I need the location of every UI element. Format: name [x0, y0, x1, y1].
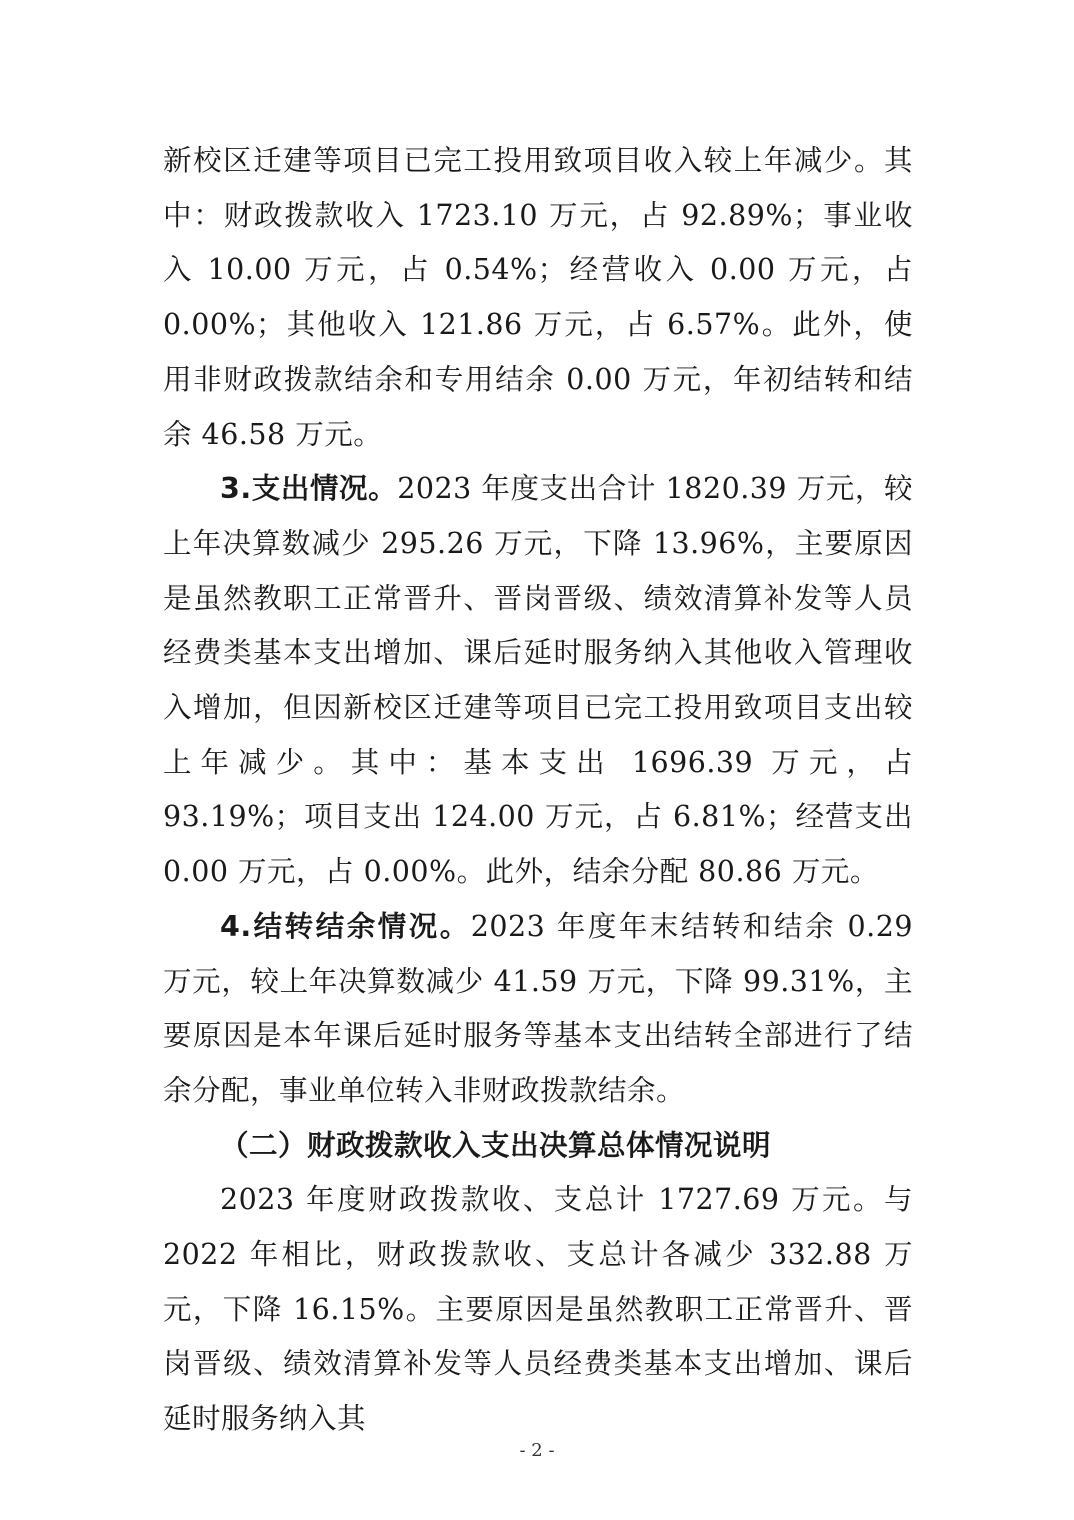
paragraph-expenditure: [163, 462, 913, 900]
document-body: [163, 134, 913, 1447]
expenditure-heading: 3.支出情况。: [220, 472, 398, 506]
paragraph-carryover: [163, 900, 913, 1119]
paragraph-income-breakdown: 新校区迁建等项目已完工投用致项目收入较上年减少。其中：财政拨款收入 1723.10 万元，占 92.89%；事业收入 10.00 万元，占 0.54%；经营收入 0.00 万元，占 0.00%；其他收入 121.86 万元，占 6.57%。此外，使用非财政拨款结余和专用结余 0.00 万元，年初结转和结余 46.58 万元。: [163, 144, 913, 451]
paragraph-fiscal-allocation: 2023 年度财政拨款收、支总计 1727.69 万元。与 2022 年相比，财政拨款收、支总计各减少 332.88 万元，下降 16.15%。主要原因是虽然教职工正常晋升、晋岗晋级、绩效清算补发等人员经费类基本支出增加、课后延时服务纳入其: [163, 1183, 913, 1436]
page-number: - 2 -: [519, 1440, 555, 1461]
section-heading-fiscal-allocation: （二）财政拨款收入支出决算总体情况说明: [220, 1128, 772, 1162]
expenditure-text: 2023 年度支出合计 1820.39 万元，较上年决算数减少 295.26 万元，下降 13.96%，主要原因是虽然教职工正常晋升、晋岗晋级、绩效清算补发等人员经费类基本支出增加、课后延时服务纳入其他收入管理收入增加，但因新校区迁建等项目已完工投用致项目支出较上年减少。其中：基本支出 1696.39 万元，占 93.19%；项目支出 124.00 万元，占 6.81%；经营支出 0.00 万元，占 0.00%。此外，结余分配 80.86 万元。: [163, 472, 913, 889]
carryover-text: 2023 年度年末结转和结余 0.29 万元，较上年决算数减少 41.59 万元，下降 99.31%，主要原因是本年课后延时服务等基本支出结转全部进行了结余分配，事业单位转入非财政拨款结余。: [163, 909, 913, 1107]
carryover-heading: 4.结转结余情况。: [220, 909, 471, 943]
